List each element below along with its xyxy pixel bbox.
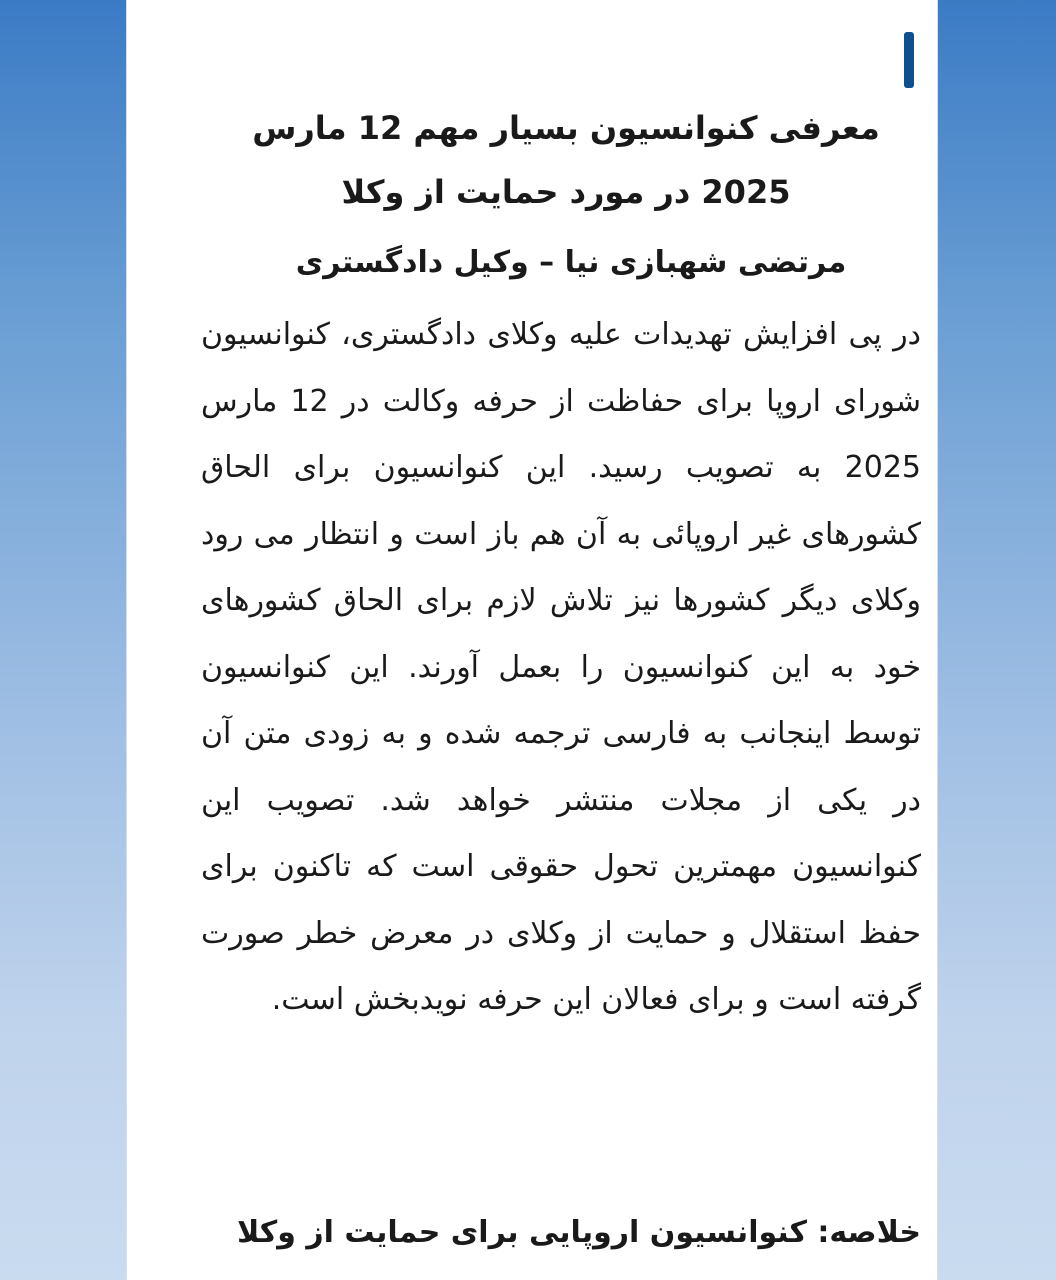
- article-title: معرفی کنوانسیون بسیار مهم 12 مارس 2025 در مورد حمایت از وکلا: [252, 109, 880, 211]
- accent-bar: [904, 32, 914, 88]
- article-content: [201, 96, 921, 1034]
- article-card: [126, 0, 938, 1280]
- article-summary: خلاصه: کنوانسیون اروپایی برای حمایت از وکلا: [237, 1215, 921, 1250]
- article-author: مرتضی شهبازی نیا – وکیل دادگستری: [295, 245, 847, 280]
- article-body: در پی افزایش تهدیدات علیه وکلای دادگستری، کنوانسیون شورای اروپا برای حفاظت از حرفه وکالت در 12 مارس 2025 به تصویب رسید. این کنوانسیون برای الحاق کشورهای غیر اروپائی به آن هم باز است و انتظار می رود وکلای دیگر کشورها نیز تلاش لازم برای الحاق کشورهای خود به این کنوانسیون را بعمل آورند. این کنوانسیون توسط اینجانب به فارسی ترجمه شده و به زودی متن آن در یکی از مجلات منتشر خواهد شد. تصویب این کنوانسیون مهمترین تحول حقوقی است که تاکنون برای حفظ استقلال و حمایت از وکلای در معرض خطر صورت گرفته است و برای فعالان این حرفه نویدبخش است.: [201, 317, 921, 1017]
